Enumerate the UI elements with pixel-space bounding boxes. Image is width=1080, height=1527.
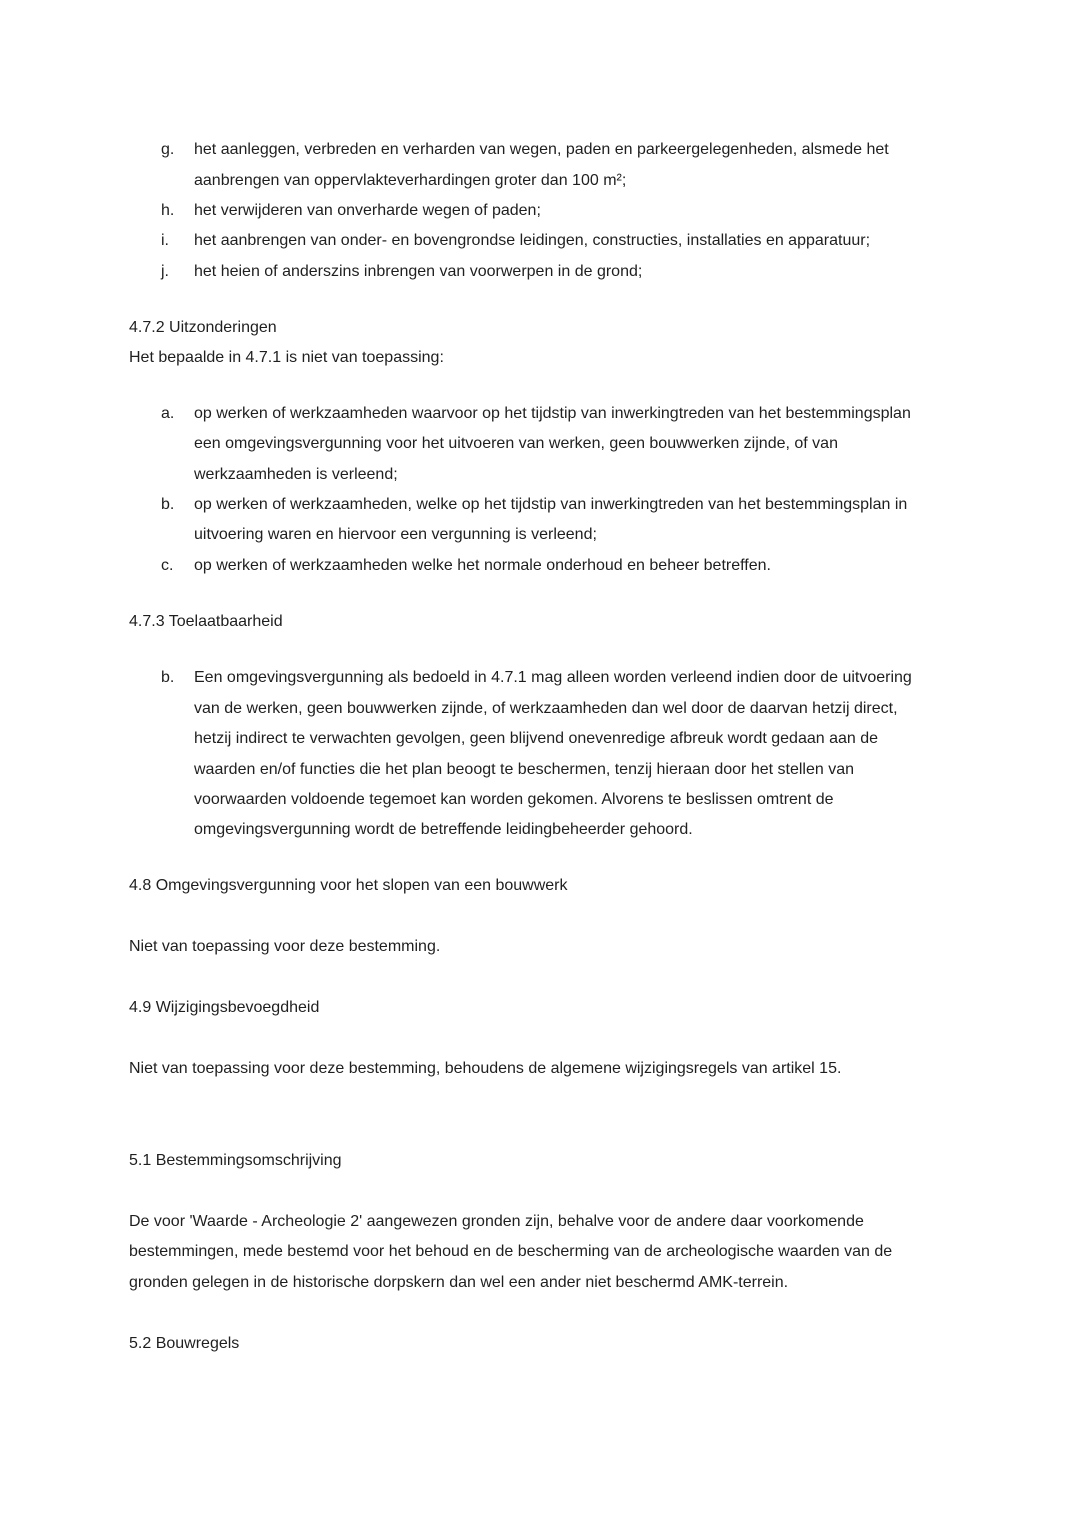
list-marker: b.	[161, 496, 175, 513]
list-marker: g.	[161, 141, 175, 158]
list-item-text: werkzaamheden is verleend;	[194, 466, 398, 483]
list-item-text: op werken of werkzaamheden, welke op het tijdstip van inwerkingtreden van het bestemmingsplan in	[194, 496, 908, 513]
section-heading-4-7-2: 4.7.2 Uitzonderingen	[129, 319, 277, 336]
section-text: Niet van toepassing voor deze bestemming.	[129, 938, 441, 955]
section-text: Niet van toepassing voor deze bestemming, behoudens de algemene wijzigingsregels van artikel 15.	[129, 1060, 842, 1077]
section-intro: Het bepaalde in 4.7.1 is niet van toepassing:	[129, 349, 444, 366]
list-item-text: omgevingsvergunning wordt de betreffende leidingbeheerder gehoord.	[194, 821, 693, 838]
list-item-text: het heien of anderszins inbrengen van voorwerpen in de grond;	[194, 263, 643, 280]
section-text: bestemmingen, mede bestemd voor het behoud en de bescherming van de archeologische waarden van de	[129, 1243, 893, 1260]
list-item-text: Een omgevingsvergunning als bedoeld in 4.7.1 mag alleen worden verleend indien door de uitvoering	[194, 669, 912, 686]
list-item-text: hetzij indirect te verwachten gevolgen, geen blijvend onevenredige afbreuk wordt gedaan aan de	[194, 730, 879, 747]
list-item-text: op werken of werkzaamheden waarvoor op het tijdstip van inwerkingtreden van het bestemmingsplan	[194, 405, 911, 422]
list-item-text: een omgevingsvergunning voor het uitvoeren van werken, geen bouwwerken zijnde, of van	[194, 435, 838, 452]
list-item-text: het aanbrengen van onder- en bovengrondse leidingen, constructies, installaties en apparatuur;	[194, 232, 871, 249]
section-heading-4-9: 4.9 Wijzigingsbevoegdheid	[129, 999, 320, 1016]
section-heading-5-2: 5.2 Bouwregels	[129, 1335, 240, 1352]
section-heading-4-7-3: 4.7.3 Toelaatbaarheid	[129, 613, 283, 630]
list-marker: a.	[161, 405, 175, 422]
section-heading-5-1: 5.1 Bestemmingsomschrijving	[129, 1152, 342, 1169]
list-item-text: het aanleggen, verbreden en verharden van wegen, paden en parkeergelegenheden, alsmede het	[194, 141, 889, 158]
list-item-text: op werken of werkzaamheden welke het normale onderhoud en beheer betreffen.	[194, 557, 771, 574]
list-marker: c.	[161, 557, 174, 574]
list-item-text: het verwijderen van onverharde wegen of paden;	[194, 202, 541, 219]
section-text: De voor 'Waarde - Archeologie 2' aangewezen gronden zijn, behalve voor de andere daar voorkomende	[129, 1213, 864, 1230]
section-heading-4-8: 4.8 Omgevingsvergunning voor het slopen van een bouwwerk	[129, 877, 568, 894]
list-item-text: waarden en/of functies die het plan beoogt te beschermen, tenzij hieraan door het stellen van	[194, 761, 854, 778]
list-item-text: uitvoering waren en hiervoor een vergunning is verleend;	[194, 526, 597, 543]
list-marker: h.	[161, 202, 175, 219]
list-marker: b.	[161, 669, 175, 686]
list-marker: j.	[161, 263, 169, 280]
list-marker: i.	[161, 232, 169, 249]
list-item-text: voorwaarden voldoende tegemoet kan worden gekomen. Alvorens te beslissen omtrent de	[194, 791, 834, 808]
section-text: gronden gelegen in de historische dorpskern dan wel een ander niet beschermd AMK-terrein.	[129, 1274, 789, 1291]
list-item-text: aanbrengen van oppervlakteverhardingen groter dan 100 m²;	[194, 172, 627, 189]
list-item-text: van de werken, geen bouwwerken zijnde, of werkzaamheden dan wel door de daarvan hetzij direct,	[194, 700, 898, 717]
